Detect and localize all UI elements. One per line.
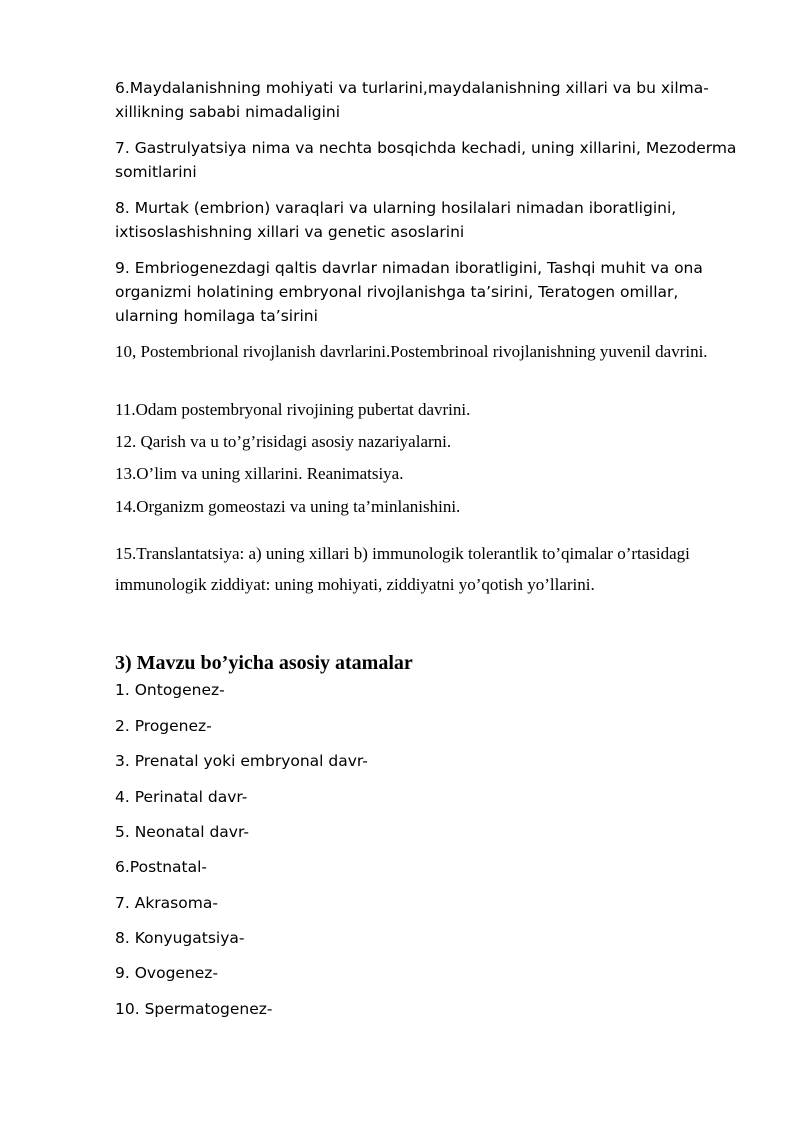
question-15: 15.Translantatsiya: a) uning xillari b) immunologik tolerantlik to’qimalar o’rtasidagi immunologik ziddiyat: uning mohiyati, ziddiyatni yo’qotish yo’llarini.: [115, 544, 690, 594]
question-6: 6.Maydalanishning mohiyati va turlarini,maydalanishning xillari va bu xilma-xillikning sababi nimadaligini: [115, 79, 709, 121]
term-item: 2. Progenez-: [115, 717, 212, 735]
question-10: 10, Postembrional rivojlanish davrlarini.Postembrinoal rivojlanishning yuvenil davrini.: [115, 342, 708, 361]
question-12: 12. Qarish va u to’g’risidagi asosiy nazariyalarni.: [115, 432, 452, 451]
term-item: 1. Ontogenez-: [115, 681, 225, 699]
term-item: 4. Perinatal davr-: [115, 788, 248, 806]
term-item: 7. Akrasoma-: [115, 894, 218, 912]
section-heading: 3) Mavzu bo’yicha asosiy atamalar: [115, 652, 413, 674]
question-8: 8. Murtak (embrion) varaqlari va ularning hosilalari nimadan iboratligini, ixtisoslashishning xillari va genetic asoslarini: [115, 199, 677, 241]
term-item: 3. Prenatal yoki embryonal davr-: [115, 752, 368, 770]
term-item: 8. Konyugatsiya-: [115, 929, 245, 947]
question-14: 14.Organizm gomeostazi va uning ta’minlanishini.: [115, 497, 461, 516]
term-item: 6.Postnatal-: [115, 858, 208, 876]
term-item: 9. Ovogenez-: [115, 964, 219, 982]
term-item: 5. Neonatal davr-: [115, 823, 249, 841]
question-9: 9. Embriogenezdagi qaltis davrlar nimadan iboratligini, Tashqi muhit va ona organizmi holatining embryonal rivojlanishga ta’sirini, Teratogen omillar, ularning homilaga ta’sirini: [115, 259, 703, 325]
question-7: 7. Gastrulyatsiya nima va nechta bosqichda kechadi, uning xillarini, Mezoderma somitlarini: [115, 139, 737, 181]
term-item: 10. Spermatogenez-: [115, 1000, 273, 1018]
question-11: 11.Odam postembryonal rivojining pubertat davrini.: [115, 400, 471, 419]
question-13: 13.O’lim va uning xillarini. Reanimatsiya.: [115, 464, 404, 483]
